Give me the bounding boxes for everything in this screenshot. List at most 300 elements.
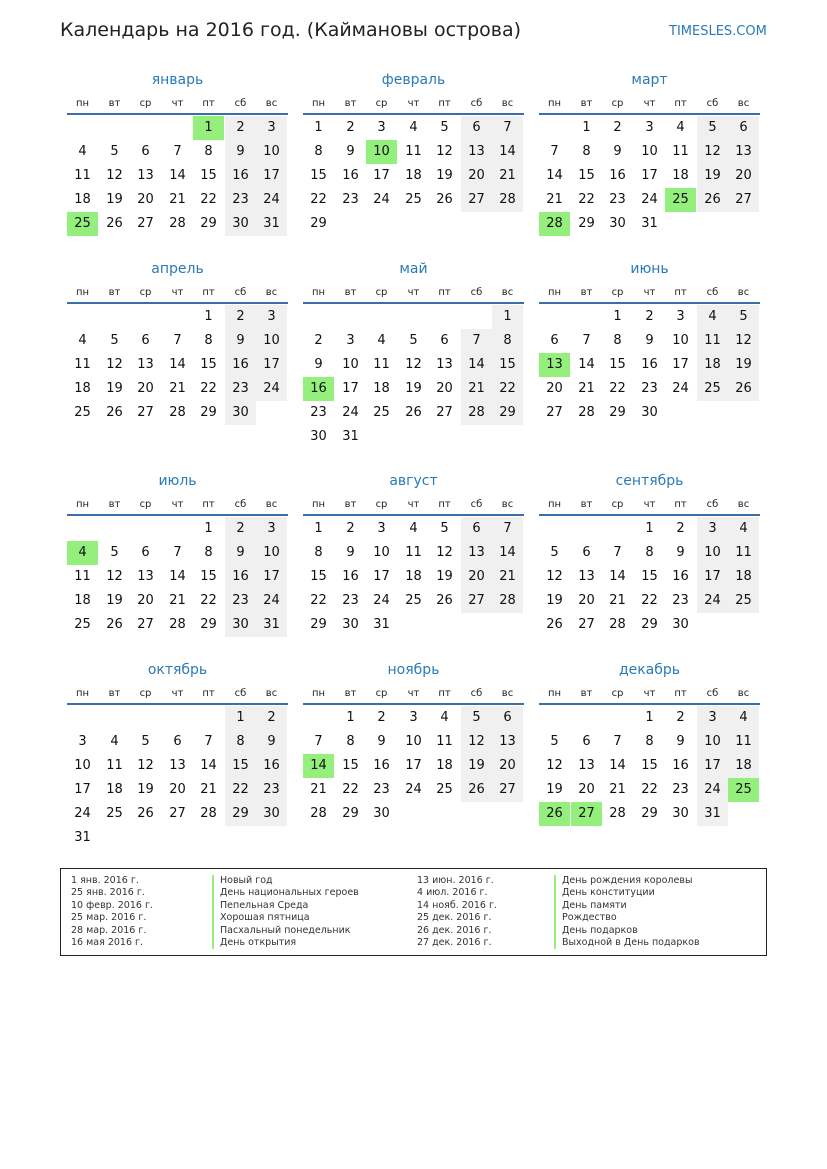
day-cell: 11 bbox=[405, 545, 422, 560]
weekday-label: пн bbox=[311, 499, 326, 510]
day-cell: 24 bbox=[672, 381, 689, 396]
day-cell: 27 bbox=[578, 617, 595, 632]
day-cell: 10 bbox=[256, 541, 287, 565]
day-cell: 23 bbox=[225, 377, 256, 401]
day-cell: 26 bbox=[697, 188, 728, 212]
day-cell: 27 bbox=[137, 617, 154, 632]
weekday-label: чт bbox=[171, 98, 184, 109]
weekday-label: пт bbox=[438, 287, 451, 298]
day-cell: 9 bbox=[346, 545, 355, 560]
legend-date: 14 нояб. 2016 г. bbox=[417, 899, 497, 911]
day-cell: 21 bbox=[609, 593, 626, 608]
day-cell: 12 bbox=[106, 168, 123, 183]
weekday-label: пт bbox=[438, 499, 451, 510]
month-name: август bbox=[389, 473, 438, 489]
day-cell: 8 bbox=[314, 144, 323, 159]
day-cell: 25 bbox=[106, 806, 123, 821]
day-cell: 16 bbox=[609, 168, 626, 183]
day-cell: 14 bbox=[200, 758, 217, 773]
day-cell: 15 bbox=[310, 168, 327, 183]
legend-holiday-name: День рождения королевы bbox=[554, 875, 700, 887]
day-cell: 20 bbox=[728, 164, 759, 188]
month-divider bbox=[67, 302, 288, 304]
weekday-label: вт bbox=[108, 688, 121, 699]
weekday-label: чт bbox=[643, 499, 656, 510]
day-cell: 27 bbox=[546, 405, 563, 420]
day-cell: 22 bbox=[492, 377, 523, 401]
month-divider bbox=[539, 703, 760, 705]
day-cell: 29 bbox=[609, 405, 626, 420]
day-cell: 6 bbox=[440, 333, 449, 348]
weekday-header bbox=[539, 98, 760, 114]
month-name: сентябрь bbox=[615, 473, 684, 489]
day-cell: 3 bbox=[256, 305, 287, 329]
day-cell: 4 bbox=[78, 144, 87, 159]
day-cell: 18 bbox=[728, 754, 759, 778]
day-cell: 3 bbox=[256, 116, 287, 140]
weekday-header bbox=[67, 499, 288, 515]
day-cell: 20 bbox=[137, 381, 154, 396]
weekday-label: вт bbox=[108, 287, 121, 298]
holiday-day-cell: 27 bbox=[571, 802, 602, 826]
day-cell: 9 bbox=[256, 730, 287, 754]
weekday-label: сб bbox=[706, 688, 719, 699]
weekday-label: ср bbox=[139, 287, 152, 298]
day-cell: 2 bbox=[225, 305, 256, 329]
weekday-label: вт bbox=[344, 688, 357, 699]
day-cell: 17 bbox=[342, 381, 359, 396]
day-cell: 8 bbox=[314, 545, 323, 560]
legend-dates-right bbox=[417, 875, 497, 949]
weekday-label: пн bbox=[75, 688, 90, 699]
weekday-label: вс bbox=[737, 499, 750, 510]
day-cell: 17 bbox=[405, 758, 422, 773]
day-cell: 18 bbox=[106, 782, 123, 797]
day-cell: 9 bbox=[676, 734, 685, 749]
day-cell: 14 bbox=[169, 168, 186, 183]
day-cell: 24 bbox=[256, 377, 287, 401]
day-cell: 14 bbox=[461, 353, 492, 377]
weekday-label: вс bbox=[265, 499, 278, 510]
weekday-label: пт bbox=[674, 287, 687, 298]
weekday-label: чт bbox=[643, 287, 656, 298]
day-cell: 2 bbox=[645, 309, 654, 324]
weekday-label: вс bbox=[501, 98, 514, 109]
day-cell: 25 bbox=[436, 782, 453, 797]
day-cell: 7 bbox=[550, 144, 559, 159]
day-cell: 31 bbox=[373, 617, 390, 632]
day-cell: 21 bbox=[492, 164, 523, 188]
legend-date: 4 июл. 2016 г. bbox=[417, 887, 488, 899]
day-cell: 31 bbox=[697, 802, 728, 826]
weekday-label: пн bbox=[75, 287, 90, 298]
day-cell: 7 bbox=[461, 329, 492, 353]
day-cell: 22 bbox=[310, 593, 327, 608]
weekday-label: вс bbox=[737, 688, 750, 699]
day-cell: 18 bbox=[405, 168, 422, 183]
legend-date: 25 мар. 2016 г. bbox=[71, 912, 147, 924]
weekday-header bbox=[539, 688, 760, 704]
legend-holiday-name: Выходной в День подарков bbox=[554, 937, 700, 949]
day-cell: 25 bbox=[74, 405, 91, 420]
day-cell: 8 bbox=[582, 144, 591, 159]
weekday-label: вс bbox=[265, 98, 278, 109]
day-cell: 28 bbox=[169, 216, 186, 231]
day-cell: 21 bbox=[546, 192, 563, 207]
day-cell: 5 bbox=[409, 333, 418, 348]
legend-dates-left bbox=[71, 875, 153, 949]
day-cell: 27 bbox=[436, 405, 453, 420]
day-cell: 3 bbox=[346, 333, 355, 348]
day-cell: 20 bbox=[461, 164, 492, 188]
day-cell: 5 bbox=[550, 545, 559, 560]
day-cell: 7 bbox=[492, 517, 523, 541]
day-cell: 22 bbox=[609, 381, 626, 396]
day-cell: 2 bbox=[613, 120, 622, 135]
day-cell: 4 bbox=[377, 333, 386, 348]
day-cell: 1 bbox=[314, 120, 323, 135]
day-cell: 1 bbox=[225, 706, 256, 730]
legend-holiday-name: День подарков bbox=[554, 925, 700, 937]
day-cell: 24 bbox=[74, 806, 91, 821]
weekday-label: вс bbox=[737, 98, 750, 109]
day-cell: 24 bbox=[641, 192, 658, 207]
day-cell: 19 bbox=[436, 168, 453, 183]
holiday-day-cell: 25 bbox=[728, 778, 759, 802]
weekday-label: пт bbox=[202, 688, 215, 699]
day-cell: 16 bbox=[342, 168, 359, 183]
day-cell: 21 bbox=[492, 565, 523, 589]
day-cell: 30 bbox=[373, 806, 390, 821]
day-cell: 29 bbox=[200, 405, 217, 420]
weekday-label: вт bbox=[344, 98, 357, 109]
month-name: январь bbox=[151, 72, 204, 88]
month-divider bbox=[67, 514, 288, 516]
day-cell: 28 bbox=[609, 617, 626, 632]
day-cell: 17 bbox=[256, 565, 287, 589]
day-cell: 24 bbox=[697, 589, 728, 613]
day-cell: 15 bbox=[200, 357, 217, 372]
day-cell: 12 bbox=[546, 758, 563, 773]
month-divider bbox=[303, 113, 524, 115]
day-cell: 17 bbox=[641, 168, 658, 183]
day-cell: 22 bbox=[225, 778, 256, 802]
weekday-label: сб bbox=[470, 688, 483, 699]
day-cell: 10 bbox=[342, 357, 359, 372]
day-cell: 1 bbox=[582, 120, 591, 135]
day-cell: 9 bbox=[225, 329, 256, 353]
day-cell: 18 bbox=[74, 593, 91, 608]
holiday-day-cell: 25 bbox=[67, 212, 98, 236]
weekday-label: ср bbox=[375, 499, 388, 510]
day-cell: 8 bbox=[645, 734, 654, 749]
day-cell: 13 bbox=[492, 730, 523, 754]
day-cell: 12 bbox=[546, 569, 563, 584]
day-cell: 5 bbox=[697, 116, 728, 140]
legend-holiday-name: Хорошая пятница bbox=[212, 912, 359, 924]
day-cell: 22 bbox=[200, 593, 217, 608]
day-cell: 16 bbox=[672, 569, 689, 584]
weekday-label: пт bbox=[674, 499, 687, 510]
weekday-label: вс bbox=[265, 287, 278, 298]
weekday-label: чт bbox=[407, 688, 420, 699]
weekday-label: пн bbox=[311, 287, 326, 298]
day-cell: 28 bbox=[461, 401, 492, 425]
day-cell: 11 bbox=[697, 329, 728, 353]
weekday-label: ср bbox=[375, 98, 388, 109]
day-cell: 17 bbox=[672, 357, 689, 372]
day-cell: 2 bbox=[676, 710, 685, 725]
day-cell: 23 bbox=[609, 192, 626, 207]
day-cell: 28 bbox=[492, 589, 523, 613]
day-cell: 20 bbox=[461, 565, 492, 589]
day-cell: 22 bbox=[200, 381, 217, 396]
month-name: март bbox=[631, 72, 668, 88]
weekday-label: вт bbox=[344, 499, 357, 510]
day-cell: 3 bbox=[256, 517, 287, 541]
month-divider bbox=[539, 113, 760, 115]
day-cell: 9 bbox=[645, 333, 654, 348]
weekday-label: вт bbox=[344, 287, 357, 298]
weekday-header bbox=[539, 499, 760, 515]
weekday-label: чт bbox=[643, 98, 656, 109]
day-cell: 29 bbox=[641, 806, 658, 821]
weekday-label: пн bbox=[547, 499, 562, 510]
day-cell: 9 bbox=[676, 545, 685, 560]
month-name: май bbox=[399, 261, 428, 277]
day-cell: 10 bbox=[373, 545, 390, 560]
day-cell: 22 bbox=[578, 192, 595, 207]
day-cell: 11 bbox=[436, 734, 453, 749]
day-cell: 16 bbox=[672, 758, 689, 773]
day-cell: 20 bbox=[546, 381, 563, 396]
day-cell: 29 bbox=[578, 216, 595, 231]
holiday-day-cell: 10 bbox=[366, 140, 397, 164]
month-name: февраль bbox=[381, 72, 446, 88]
day-cell: 15 bbox=[200, 569, 217, 584]
day-cell: 12 bbox=[436, 545, 453, 560]
day-cell: 29 bbox=[342, 806, 359, 821]
day-cell: 22 bbox=[310, 192, 327, 207]
legend-date: 13 июн. 2016 г. bbox=[417, 875, 494, 886]
day-cell: 27 bbox=[728, 188, 759, 212]
weekday-label: чт bbox=[171, 688, 184, 699]
day-cell: 20 bbox=[436, 381, 453, 396]
day-cell: 1 bbox=[204, 309, 213, 324]
day-cell: 26 bbox=[461, 778, 492, 802]
day-cell: 7 bbox=[492, 116, 523, 140]
day-cell: 6 bbox=[728, 116, 759, 140]
day-cell: 12 bbox=[728, 329, 759, 353]
holiday-day-cell: 26 bbox=[539, 802, 570, 826]
weekday-label: ср bbox=[139, 688, 152, 699]
weekday-label: вт bbox=[580, 287, 593, 298]
day-cell: 21 bbox=[169, 593, 186, 608]
day-cell: 31 bbox=[256, 212, 287, 236]
month-divider bbox=[303, 703, 524, 705]
day-cell: 25 bbox=[74, 617, 91, 632]
legend-names-left bbox=[212, 875, 359, 949]
day-cell: 21 bbox=[310, 782, 327, 797]
weekday-label: вс bbox=[501, 499, 514, 510]
day-cell: 8 bbox=[204, 333, 213, 348]
day-cell: 8 bbox=[613, 333, 622, 348]
day-cell: 14 bbox=[578, 357, 595, 372]
day-cell: 11 bbox=[728, 541, 759, 565]
weekday-label: вт bbox=[108, 98, 121, 109]
day-cell: 5 bbox=[110, 333, 119, 348]
day-cell: 9 bbox=[613, 144, 622, 159]
day-cell: 24 bbox=[342, 405, 359, 420]
site-link[interactable]: TIMESLES.COM bbox=[669, 24, 767, 39]
day-cell: 19 bbox=[461, 754, 492, 778]
legend-date: 16 мая 2016 г. bbox=[71, 936, 144, 948]
day-cell: 17 bbox=[74, 782, 91, 797]
day-cell: 8 bbox=[204, 144, 213, 159]
day-cell: 8 bbox=[204, 545, 213, 560]
weekday-header bbox=[539, 287, 760, 303]
legend-holiday-name: День памяти bbox=[554, 900, 700, 912]
weekday-label: вс bbox=[501, 688, 514, 699]
day-cell: 26 bbox=[546, 617, 563, 632]
day-cell: 4 bbox=[440, 710, 449, 725]
day-cell: 31 bbox=[256, 613, 287, 637]
day-cell: 6 bbox=[141, 333, 150, 348]
weekday-header bbox=[303, 499, 524, 515]
day-cell: 1 bbox=[492, 305, 523, 329]
day-cell: 10 bbox=[256, 140, 287, 164]
day-cell: 10 bbox=[697, 730, 728, 754]
day-cell: 11 bbox=[74, 168, 91, 183]
legend-date: 27 дек. 2016 г. bbox=[417, 936, 492, 948]
weekday-label: пн bbox=[547, 98, 562, 109]
month-name: июнь bbox=[630, 261, 669, 277]
day-cell: 17 bbox=[373, 168, 390, 183]
day-cell: 18 bbox=[697, 353, 728, 377]
day-cell: 27 bbox=[137, 216, 154, 231]
day-cell: 19 bbox=[697, 164, 728, 188]
holiday-day-cell: 4 bbox=[67, 541, 98, 565]
legend-date: 26 дек. 2016 г. bbox=[417, 924, 492, 936]
day-cell: 28 bbox=[578, 405, 595, 420]
day-cell: 24 bbox=[256, 188, 287, 212]
day-cell: 19 bbox=[436, 569, 453, 584]
weekday-label: сб bbox=[234, 98, 247, 109]
weekday-label: пн bbox=[311, 688, 326, 699]
day-cell: 13 bbox=[436, 357, 453, 372]
day-cell: 6 bbox=[461, 116, 492, 140]
day-cell: 29 bbox=[200, 216, 217, 231]
day-cell: 20 bbox=[578, 593, 595, 608]
weekday-label: ср bbox=[375, 688, 388, 699]
legend-holiday-name: Пепельная Среда bbox=[212, 900, 359, 912]
day-cell: 16 bbox=[256, 754, 287, 778]
day-cell: 10 bbox=[641, 144, 658, 159]
day-cell: 23 bbox=[342, 192, 359, 207]
day-cell: 12 bbox=[405, 357, 422, 372]
weekday-label: чт bbox=[407, 499, 420, 510]
day-cell: 10 bbox=[697, 541, 728, 565]
day-cell: 7 bbox=[173, 144, 182, 159]
day-cell: 20 bbox=[492, 754, 523, 778]
day-cell: 18 bbox=[436, 758, 453, 773]
day-cell: 24 bbox=[256, 589, 287, 613]
day-cell: 1 bbox=[346, 710, 355, 725]
day-cell: 6 bbox=[582, 734, 591, 749]
day-cell: 23 bbox=[225, 589, 256, 613]
day-cell: 15 bbox=[492, 353, 523, 377]
day-cell: 26 bbox=[137, 806, 154, 821]
day-cell: 30 bbox=[225, 613, 256, 637]
weekday-label: вт bbox=[580, 499, 593, 510]
weekday-label: ср bbox=[139, 499, 152, 510]
day-cell: 3 bbox=[78, 734, 87, 749]
day-cell: 13 bbox=[578, 569, 595, 584]
weekday-label: пт bbox=[674, 98, 687, 109]
weekday-label: пт bbox=[438, 688, 451, 699]
day-cell: 28 bbox=[492, 188, 523, 212]
day-cell: 5 bbox=[461, 706, 492, 730]
day-cell: 28 bbox=[200, 806, 217, 821]
day-cell: 20 bbox=[137, 593, 154, 608]
month-divider bbox=[303, 302, 524, 304]
day-cell: 6 bbox=[492, 706, 523, 730]
day-cell: 23 bbox=[672, 593, 689, 608]
weekday-label: вс bbox=[737, 287, 750, 298]
day-cell: 15 bbox=[641, 758, 658, 773]
weekday-label: сб bbox=[706, 287, 719, 298]
day-cell: 26 bbox=[728, 377, 759, 401]
day-cell: 19 bbox=[405, 381, 422, 396]
month-divider bbox=[303, 514, 524, 516]
day-cell: 29 bbox=[310, 617, 327, 632]
legend-holiday-name: День национальных героев bbox=[212, 887, 359, 899]
month-name: ноябрь bbox=[387, 662, 440, 678]
day-cell: 26 bbox=[106, 617, 123, 632]
day-cell: 14 bbox=[492, 140, 523, 164]
day-cell: 2 bbox=[225, 517, 256, 541]
day-cell: 26 bbox=[436, 593, 453, 608]
day-cell: 20 bbox=[169, 782, 186, 797]
weekday-label: сб bbox=[470, 98, 483, 109]
weekday-label: ср bbox=[611, 499, 624, 510]
day-cell: 16 bbox=[225, 353, 256, 377]
day-cell: 8 bbox=[225, 730, 256, 754]
day-cell: 23 bbox=[256, 778, 287, 802]
weekday-label: вт bbox=[580, 98, 593, 109]
day-cell: 23 bbox=[641, 381, 658, 396]
day-cell: 24 bbox=[373, 593, 390, 608]
weekday-label: пн bbox=[547, 688, 562, 699]
day-cell: 18 bbox=[373, 381, 390, 396]
day-cell: 27 bbox=[169, 806, 186, 821]
day-cell: 6 bbox=[141, 144, 150, 159]
day-cell: 11 bbox=[672, 144, 689, 159]
day-cell: 24 bbox=[697, 778, 728, 802]
day-cell: 18 bbox=[74, 381, 91, 396]
day-cell: 5 bbox=[440, 120, 449, 135]
day-cell: 19 bbox=[106, 593, 123, 608]
day-cell: 23 bbox=[373, 782, 390, 797]
weekday-label: вт bbox=[580, 688, 593, 699]
day-cell: 18 bbox=[728, 565, 759, 589]
day-cell: 9 bbox=[377, 734, 386, 749]
day-cell: 15 bbox=[609, 357, 626, 372]
day-cell: 8 bbox=[645, 545, 654, 560]
day-cell: 9 bbox=[314, 357, 323, 372]
day-cell: 5 bbox=[440, 521, 449, 536]
weekday-label: вт bbox=[108, 499, 121, 510]
